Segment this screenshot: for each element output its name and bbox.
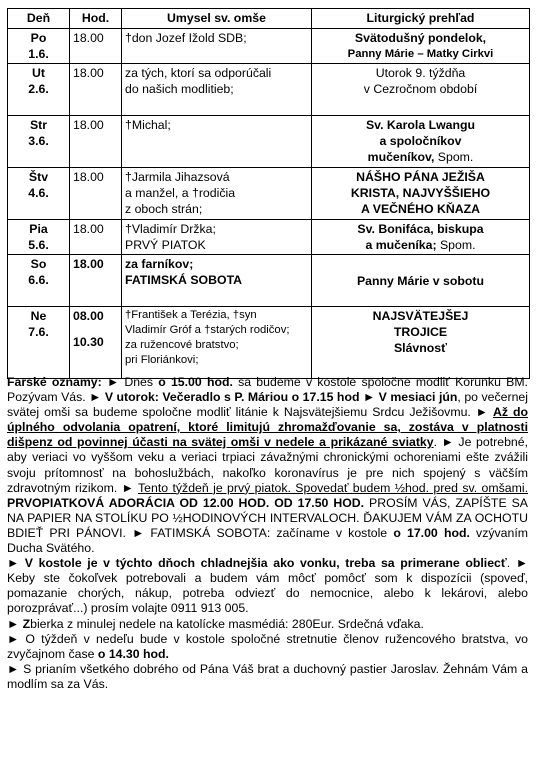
table-row-sunday <box>8 307 530 379</box>
liturgy-cell <box>312 29 530 64</box>
announcement-text: ► <box>7 556 25 571</box>
header-intention: Umysel sv. omše <box>122 9 312 29</box>
first-friday-notice: Tento týždeň je prvý piatok. Spovedať budem ½hod. pred sv. omšami. <box>138 480 529 495</box>
intention-cell <box>122 255 312 307</box>
liturgy-line: Panny Márie – Matky Cirkvi <box>347 48 494 60</box>
announcement-text: ► <box>359 390 379 405</box>
liturgy-line: Slávnosť <box>393 341 448 355</box>
day-name: Str <box>29 118 48 132</box>
announcement-paragraph <box>7 632 528 662</box>
mass-time: 18.00 <box>73 222 104 236</box>
announcement-paragraph <box>7 375 528 556</box>
day-cell <box>8 220 70 255</box>
adoration-notice: PRVOPIATKOVÁ ADORÁCIA OD 12.00 HOD. OD 17.50 HOD. <box>7 495 365 510</box>
intention-cell <box>122 220 312 255</box>
announcement-time: o 15.00 hod. <box>158 375 233 389</box>
announcement-text: . ► Je potrebné, aby veriaci vo vyššom veku a veriaci trpiaci závažnými chronickými ochoreniami ešte zvážili svoju prítomnosť na bohoslužbách, nakoľko koronavírus je pre nich spojený s väčším zdravotným rizikom. ► <box>7 435 528 495</box>
announcement-highlight: V mesiaci jún <box>378 390 458 405</box>
announcement-text: PROSÍM VÁS, ZAPÍŠTE SA NA PAPIER NA STOLÍKU PO ½HODINOVÝCH INTERVALOCH. ĎAKUJEM VÁM ZA OCHOTU BDIEŤ PRI PÁNOVI. ► FATIMSKÁ SOBOTA: začíname v kostole <box>7 495 528 540</box>
header-day: Deň <box>8 9 70 29</box>
liturgy-line: NÁŠHO PÁNA JEŽIŠA <box>356 170 485 184</box>
liturgy-line: A VEČNÉHO KŇAZA <box>360 202 481 216</box>
day-cell <box>8 64 70 116</box>
liturgy-line: mučeníkov, <box>367 150 435 164</box>
liturgy-cell <box>312 220 530 255</box>
day-name: Ut <box>32 66 45 80</box>
intention-line: †Vladimír Držka; <box>125 222 216 236</box>
mass-time: 18.00 <box>73 118 104 132</box>
mass-time: 18.00 <box>73 31 104 45</box>
day-name: Štv <box>28 170 49 184</box>
announcement-text: , po večernej svätej omši sa budeme spoločne modliť litánie k Najsvätejšiemu Srdcu Ježišovmu. ► <box>7 390 528 420</box>
day-cell <box>8 168 70 220</box>
time-cell <box>70 168 122 220</box>
intention-line: z oboch strán; <box>125 202 203 216</box>
announcements-heading: Farské oznamy: <box>7 375 102 389</box>
announcement-text: . ► Keby ste čokoľvek potrebovali a budem vám môcť pomôcť som k dispozícii (spoveď, pomazanie chorých, nákup, potreba odviezť do nemocnice, alebo k lekárovi, alebo porozprávať...) prosím volajte 0911 913 005. <box>7 556 528 616</box>
day-date: 6.6. <box>28 273 49 287</box>
time-cell <box>70 255 122 307</box>
time-cell <box>70 64 122 116</box>
intention-line: za tých, ktorí sa odporúčali <box>125 66 272 80</box>
announcement-text: ► <box>7 616 23 631</box>
announcement-highlight: V utorok: Večeradlo s P. Máriou o 17.15 hod <box>104 390 360 405</box>
parish-announcements <box>7 375 528 692</box>
liturgy-cell <box>312 64 530 116</box>
intention-cell <box>122 168 312 220</box>
table-row-monday <box>8 29 530 64</box>
liturgy-line: NAJSVÄTEJŠEJ <box>372 309 469 323</box>
day-name: Po <box>30 31 47 45</box>
intention-line: FATIMSKÁ SOBOTA <box>125 273 243 287</box>
mass-time: 10.30 <box>73 335 104 349</box>
announcement-initial: Z <box>22 616 31 631</box>
table-row-saturday <box>8 255 530 307</box>
announcement-time: o 14.30 hod. <box>97 646 169 661</box>
announcement-text: ► Dnes <box>101 375 159 389</box>
mass-time: 18.00 <box>73 170 104 184</box>
announcement-text: vzývaním Ducha Svätého. <box>7 525 528 556</box>
liturgy-cell <box>312 116 530 168</box>
liturgy-rank: Spom. <box>436 238 476 252</box>
liturgy-line: TROJICE <box>393 325 448 339</box>
announcement-paragraph <box>7 556 528 616</box>
announcement-highlight: V kostole je v týchto dňoch chladnejšia ako vonku, treba sa primerane obliecť <box>24 556 507 571</box>
intention-line: do našich modlitieb; <box>125 82 234 96</box>
header-hour: Hod. <box>70 9 122 29</box>
mass-time: 18.00 <box>73 66 104 80</box>
liturgy-line: Svätodušný pondelok, <box>354 31 487 45</box>
liturgy-cell <box>312 255 530 307</box>
day-name: Ne <box>30 309 47 323</box>
closing-greeting: ► S prianím všetkého dobrého od Pána Váš brat a duchovný pastier Jaroslav. Žehnám Vám a modlím sa za Vás. <box>7 661 528 691</box>
day-date: 5.6. <box>28 238 49 252</box>
announcement-text: bierka z minulej nedele na katolícke masmédiá: 280Eur. Srdečná vďaka. <box>30 616 424 631</box>
day-date: 7.6. <box>28 325 49 339</box>
day-cell <box>8 116 70 168</box>
intention-line: †Michal; <box>125 118 171 132</box>
dispensation-notice: Až do úplného odvolania opatrení, ktoré limitujú zhromažďovanie sa, zostáva v platnosti dišpenz od povinnej účasti na svätej omši v nedele a prikázané sviatky <box>7 405 529 450</box>
intention-cell <box>122 116 312 168</box>
liturgy-line: Utorok 9. týždňa <box>375 66 466 80</box>
time-cell <box>70 220 122 255</box>
liturgy-line: Sv. Karola Lwangu <box>365 118 476 132</box>
intention-line: †Jarmila Jihazsová <box>125 170 230 184</box>
time-cell <box>70 116 122 168</box>
day-date: 4.6. <box>28 186 49 200</box>
mass-time: 18.00 <box>73 257 104 271</box>
mass-schedule-table <box>7 8 530 379</box>
day-cell <box>8 29 70 64</box>
intention-line: †František a Terézia, †syn <box>125 309 257 321</box>
intention-line: †don Jozef Ižold SDB; <box>125 31 247 45</box>
liturgy-cell <box>312 168 530 220</box>
liturgy-line: a spoločníkov <box>379 134 462 148</box>
table-row-thursday <box>8 168 530 220</box>
announcement-text: ► O týždeň v nedeľu bude v kostole spoločné stretnutie členov ružencového bratstva, vo zvyčajnom čase <box>7 631 528 661</box>
day-name: Pia <box>29 222 48 236</box>
day-cell <box>8 255 70 307</box>
announcement-paragraph <box>7 662 528 692</box>
liturgy-line: Panny Márie v sobotu <box>356 273 485 288</box>
day-date: 2.6. <box>28 82 49 96</box>
intention-line: za farníkov; <box>125 257 194 271</box>
day-name: So <box>30 257 47 271</box>
table-row-tuesday <box>8 64 530 116</box>
table-header-row <box>8 9 530 29</box>
intention-cell <box>122 64 312 116</box>
day-date: 3.6. <box>28 134 49 148</box>
day-cell <box>8 307 70 379</box>
announcement-time: o 17.00 hod. <box>393 525 470 540</box>
liturgy-line: a mučeníka; <box>365 238 437 252</box>
intention-line: za ružencové bratstvo; <box>125 339 239 351</box>
intention-cell <box>122 307 312 379</box>
intention-line: pri Floriánkovi; <box>125 354 199 366</box>
intention-line: PRVÝ PIATOK <box>125 238 206 252</box>
time-cell <box>70 29 122 64</box>
liturgy-line: v Cezročnom období <box>363 82 478 96</box>
announcement-paragraph <box>7 617 528 632</box>
mass-time: 08.00 <box>73 309 104 323</box>
liturgy-rank: Spom. <box>434 150 474 164</box>
liturgy-line: KRISTA, NAJVYŠŠIEHO <box>350 186 491 200</box>
liturgy-cell <box>312 307 530 379</box>
intention-cell <box>122 29 312 64</box>
table-row-wednesday <box>8 116 530 168</box>
day-date: 1.6. <box>28 47 49 61</box>
liturgy-line: Sv. Bonifáca, biskupa <box>357 222 484 236</box>
announcement-text: sa budeme v kostole spoločne modliť Korunku BM. Pozývam Vás. ► <box>7 375 528 405</box>
table-row-friday <box>8 220 530 255</box>
time-cell <box>70 307 122 379</box>
header-liturgy: Liturgický prehľad <box>312 9 530 29</box>
intention-line: a manžel, a †rodičia <box>125 186 236 200</box>
intention-line: Vladimír Gróf a †starých rodičov; <box>125 324 290 336</box>
